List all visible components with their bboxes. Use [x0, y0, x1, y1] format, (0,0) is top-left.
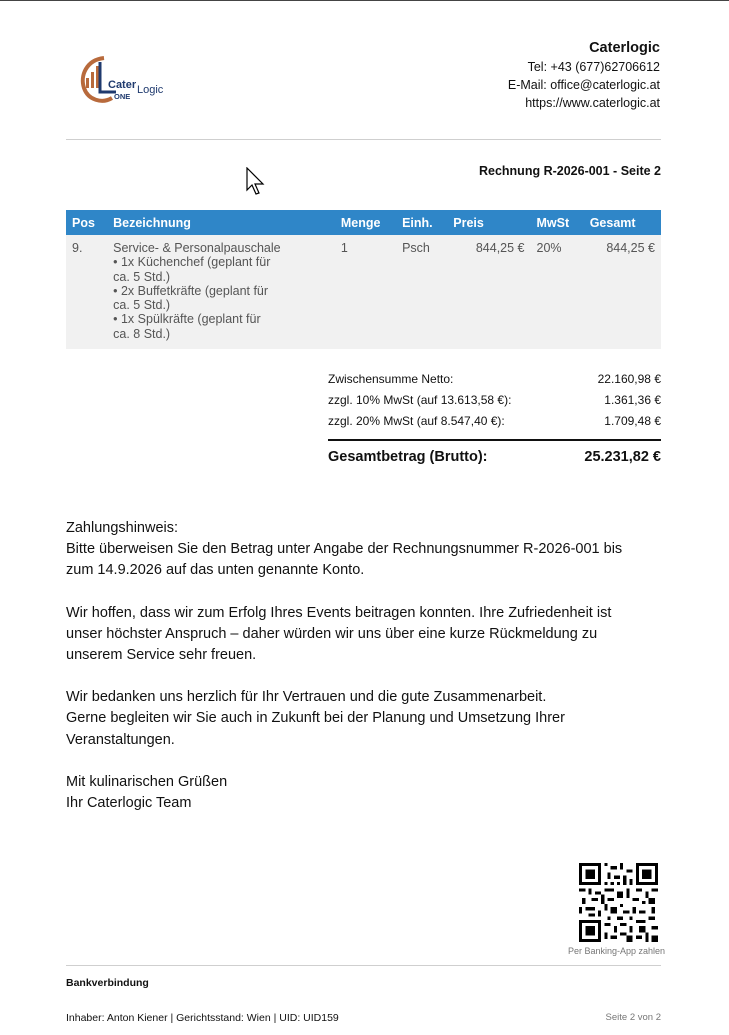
logo-text-one: ONE: [114, 92, 131, 101]
totals-row-mwst20: [328, 410, 661, 431]
payment-qr-code[interactable]: [579, 863, 658, 942]
company-tel: Tel: +43 (677)62706612: [527, 60, 660, 74]
payment-note: [66, 518, 666, 582]
header-mwst: MwSt: [531, 210, 584, 235]
item-title: Service- & Personalpauschale: [113, 241, 281, 255]
body-line: Wir bedanken uns herzlich für Ihr Vertrauen und die gute Zusammenarbeit.: [66, 689, 547, 706]
cell-mwst: 20%: [531, 235, 584, 349]
totals-row-brutto: [328, 439, 661, 469]
brutto-label: Gesamtbetrag (Brutto):: [328, 449, 488, 465]
item-detail-line: • 2x Buffetkräfte (geplant für: [113, 283, 269, 298]
totals-block: [328, 368, 661, 469]
item-detail-line: ca. 5 Std.): [113, 298, 171, 313]
body-line: unser höchster Anspruch – daher würden wir uns über eine kurze Rückmeldung zu: [66, 625, 598, 642]
body-line: Ihr Caterlogic Team: [66, 795, 192, 812]
page-corner-mark: [718, 0, 729, 9]
company-website[interactable]: https://www.caterlogic.at: [525, 96, 660, 110]
qr-caption: Per Banking-App zahlen: [567, 946, 665, 956]
invoice-title: Rechnung R-2026-001 - Seite 2: [478, 164, 661, 178]
body-line: Zahlungshinweis:: [66, 520, 179, 536]
feedback-paragraph: [66, 603, 666, 667]
closing: [66, 772, 666, 814]
mwst10-label: zzgl. 10% MwSt (auf 13.613,58 €):: [328, 392, 512, 407]
cell-einheit: Psch: [396, 235, 447, 349]
cell-pos: 9.: [66, 235, 107, 349]
logo-text-logic: Logic: [137, 84, 164, 96]
header-menge: Menge: [335, 210, 396, 235]
totals-row-netto: [328, 368, 661, 389]
body-line: Wir hoffen, dass wir zum Erfolg Ihres Events beitragen konnten. Ihre Zufriedenheit ist: [66, 604, 612, 621]
caterlogic-logo: [76, 52, 176, 108]
cell-menge: 1: [335, 235, 396, 349]
header-einheit: Einh.: [396, 210, 447, 235]
header-divider: [66, 139, 661, 140]
footer-legal-info: Inhaber: Anton Kiener | Gerichtsstand: Wien | UID: UID159: [66, 1012, 339, 1024]
mwst10-value: 1.361,36 €: [604, 392, 661, 407]
item-detail-line: ca. 8 Std.): [113, 326, 171, 341]
company-info: [508, 38, 660, 112]
cell-preis: 844,25 €: [447, 235, 530, 349]
mwst20-value: 1.709,48 €: [604, 413, 661, 428]
body-line: zum 14.9.2026 auf das unten genannte Konto.: [66, 562, 365, 579]
totals-row-mwst10: [328, 389, 661, 410]
header-gesamt: Gesamt: [584, 210, 661, 235]
company-name: Caterlogic: [589, 40, 660, 56]
cell-gesamt: 844,25 €: [584, 235, 661, 349]
netto-label: Zwischensumme Netto:: [328, 371, 454, 386]
page-number: Seite 2 von 2: [605, 1012, 661, 1023]
item-detail-line: ca. 5 Std.): [113, 269, 171, 284]
footer-divider: [66, 965, 661, 966]
letter-body: [66, 518, 666, 835]
logo-text-cater: Cater: [108, 79, 137, 91]
brutto-value: 25.231,82 €: [584, 449, 661, 465]
body-line: unserem Service sehr freuen.: [66, 647, 257, 664]
thanks-paragraph: [66, 687, 666, 751]
mouse-cursor-icon: [246, 167, 266, 197]
body-line: Gerne begleiten wir Sie auch in Zukunft bei der Planung und Umsetzung Ihrer: [66, 710, 565, 727]
body-line: Mit kulinarischen Grüßen: [66, 773, 228, 790]
header-bezeichnung: Bezeichnung: [107, 210, 335, 235]
item-detail-line: • 1x Küchenchef (geplant für: [113, 255, 271, 270]
header-pos: Pos: [66, 210, 107, 235]
invoice-items-table: [66, 210, 661, 349]
cell-bezeichnung: [107, 235, 335, 349]
bank-heading: Bankverbindung: [66, 977, 149, 989]
header-preis: Preis: [447, 210, 530, 235]
table-header-row: [66, 210, 661, 235]
body-line: Veranstaltungen.: [66, 731, 175, 748]
item-detail-line: • 1x Spülkräfte (geplant für: [113, 312, 261, 327]
company-email[interactable]: E-Mail: office@caterlogic.at: [507, 78, 660, 92]
netto-value: 22.160,98 €: [597, 371, 661, 386]
page-top-border: [0, 0, 729, 1]
body-line: Bitte überweisen Sie den Betrag unter Angabe der Rechnungsnummer R-2026-001 bis: [66, 541, 623, 558]
mwst20-label: zzgl. 20% MwSt (auf 8.547,40 €):: [328, 413, 505, 428]
table-row: [66, 235, 661, 349]
